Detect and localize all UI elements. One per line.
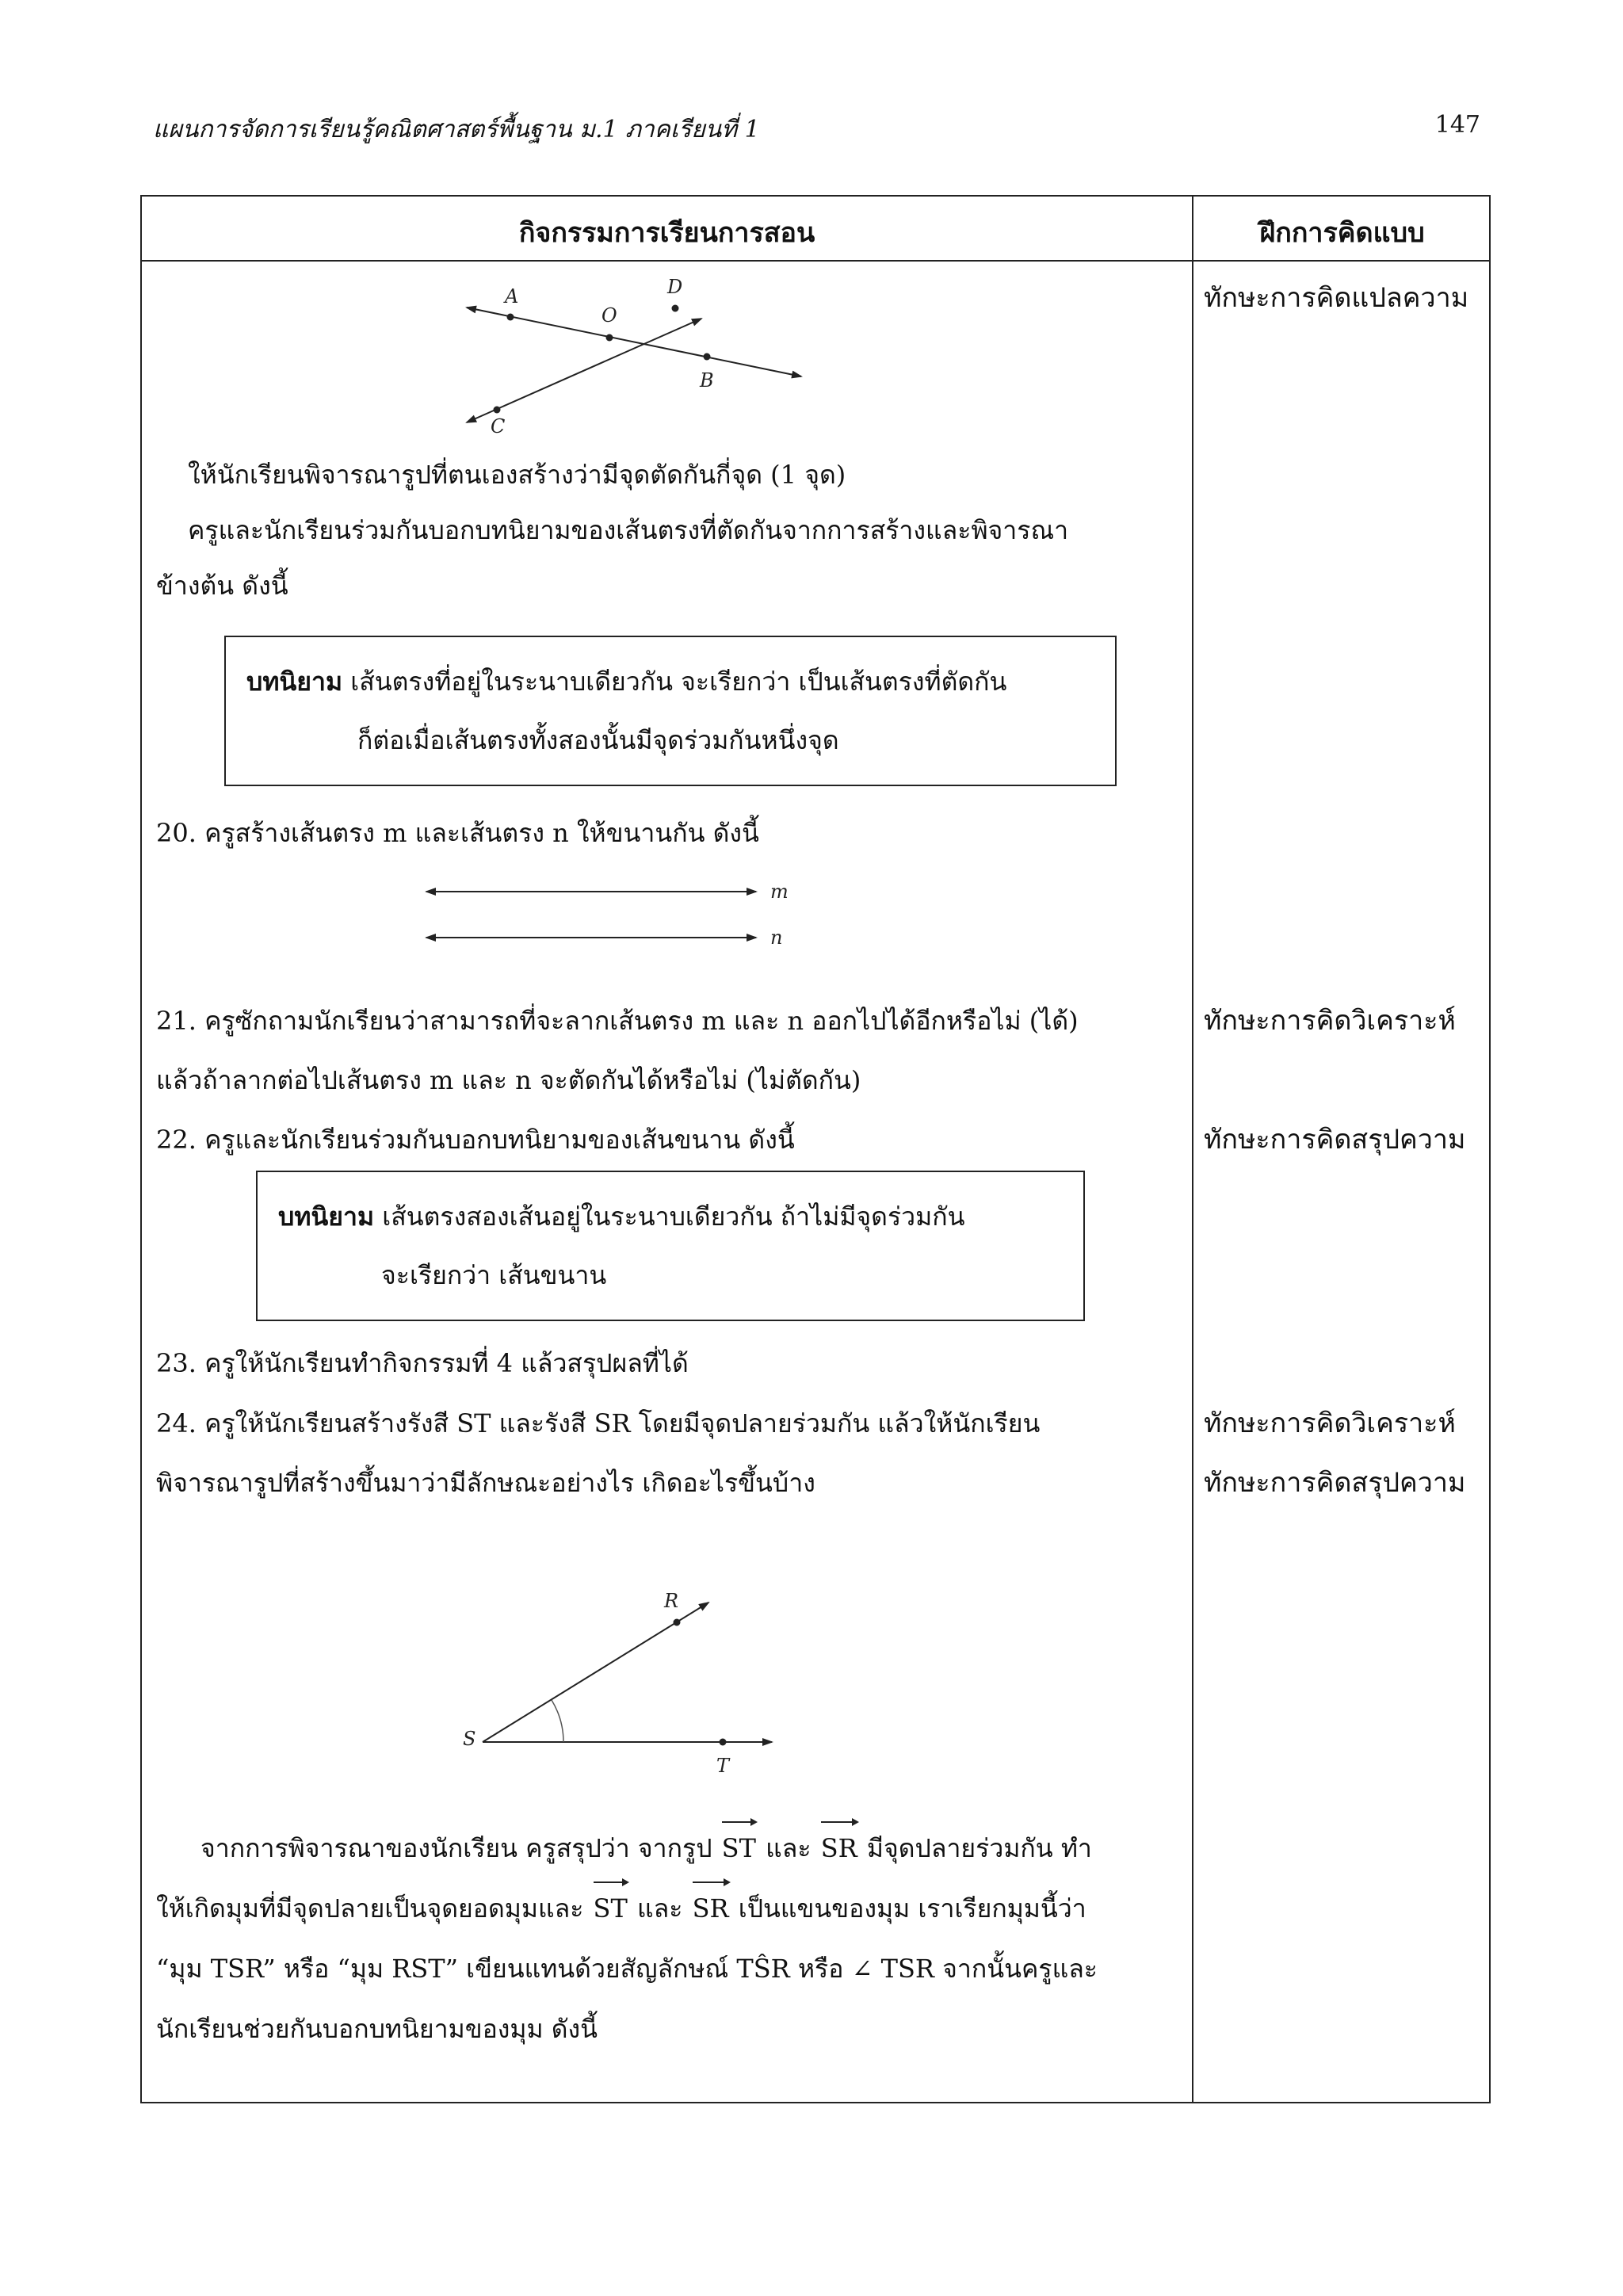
item-24-line2: พิจารณารูปที่สร้างขึ้นมาว่ามีลักษณะอย่างไร เกิดอะไรขึ้นบ้าง (156, 1468, 815, 1498)
label-b: B (700, 369, 714, 392)
ray-sr-symbol: SR (819, 1818, 859, 1878)
conclusion-line3: “มุม TSR” หรือ “มุม RST” เขียนแทนด้วยสัญลักษณ์ TŜR หรือ ∠ TSR จากนั้นครูและ (156, 1954, 1098, 1984)
ray-sr-symbol: SR (691, 1878, 731, 1939)
label-n: n (770, 926, 783, 949)
conclusion-line4: นักเรียนช่วยกันบอกบทนิยามของมุม ดังนี้ (156, 2014, 598, 2044)
definition-text: เส้นตรงที่อยู่ในระนาบเดียวกัน จะเรียกว่า เป็นเส้นตรงที่ตัดกัน (342, 667, 1007, 697)
lesson-table (140, 195, 1491, 2103)
definition-text: เส้นตรงสองเส้นอยู่ในระนาบเดียวกัน ถ้าไม่มีจุดร่วมกัน (374, 1201, 965, 1232)
conclusion-line1 (200, 1818, 1092, 1878)
point-r (674, 1619, 681, 1626)
skill-analyze: ทักษะการคิดวิเคราะห์ (1204, 1005, 1456, 1037)
item-23: 23. ครูให้นักเรียนทำกิจกรรมที่ 4 แล้วสรุปผลที่ได้ (156, 1348, 689, 1378)
label-r: R (664, 1590, 679, 1612)
point-a (507, 314, 514, 321)
header-row-divider (142, 260, 1489, 262)
ray-st-symbol: ST (592, 1878, 629, 1939)
definition-line2: จะเรียกว่า เส้นขนาน (381, 1260, 607, 1290)
conclusion-text: มีจุดปลายร่วมกัน ทำ (858, 1833, 1092, 1863)
label-a: A (505, 285, 519, 308)
definition-box-parallel (256, 1171, 1085, 1321)
line-ab (467, 308, 801, 376)
item-24-line1: 24. ครูให้นักเรียนสร้างรังสี ST และรังสี SR โดยมีจุดปลายร่วมกัน แล้วให้นักเรียน (156, 1408, 1041, 1438)
label-c: C (491, 415, 506, 434)
definition-line2: ก็ต่อเมื่อเส้นตรงทั้งสองนั้นมีจุดร่วมกันหนึ่งจุด (357, 725, 839, 755)
item-22: 22. ครูและนักเรียนร่วมกันบอกบทนิยามของเส้นขนาน ดังนี้ (156, 1125, 795, 1155)
label-d: D (667, 276, 683, 298)
point-b (704, 353, 711, 361)
definition-keyword: บทนิยาม (278, 1201, 375, 1232)
conclusion-text: ให้เกิดมุมที่มีจุดปลายเป็นจุดยอดมุมและ (156, 1893, 592, 1924)
page-header (153, 111, 1480, 151)
column-header-activities: กิจกรรมการเรียนการสอน (518, 217, 815, 249)
paragraph-definition-intro-line2: ข้างต้น ดังนี้ (156, 571, 288, 601)
definition-keyword: บทนิยาม (246, 667, 343, 697)
skill-summarize: ทักษะการคิดสรุปความ (1204, 1124, 1466, 1156)
conclusion-text: เป็นแขนของมุม เราเรียกมุมนี้ว่า (730, 1893, 1086, 1924)
definition-line1 (278, 1193, 964, 1240)
label-o: O (601, 304, 617, 327)
conclusion-text: จากการพิจารณาของนักเรียน ครูสรุปว่า จากรูป (200, 1833, 720, 1863)
skill-summarize: ทักษะการคิดสรุปความ (1204, 1467, 1466, 1499)
angle-arc (552, 1700, 563, 1742)
definition-line1 (246, 658, 1006, 705)
header-title: แผนการจัดการเรียนรู้คณิตศาสตร์พื้นฐาน ม.1 ภาคเรียนที่ 1 (153, 116, 760, 143)
column-divider (1192, 197, 1193, 2102)
definition-box-intersecting (224, 636, 1117, 786)
point-c (494, 407, 501, 414)
parallel-lines-figure (415, 870, 954, 957)
item-20: 20. ครูสร้างเส้นตรง m และเส้นตรง n ให้ขนานกัน ดังนี้ (156, 818, 759, 848)
label-t: T (716, 1755, 730, 1777)
paragraph-definition-intro-line1: ครูและนักเรียนร่วมกันบอกบทนิยามของเส้นตรงที่ตัดกันจากการสร้างและพิจารณา (188, 515, 1069, 545)
point-o (606, 334, 613, 342)
skill-analyze: ทักษะการคิดวิเคราะห์ (1204, 1408, 1456, 1439)
ray-st-symbol: ST (720, 1818, 758, 1878)
point-t (720, 1739, 727, 1746)
label-s: S (463, 1728, 476, 1750)
skill-interpret: ทักษะการคิดแปลความ (1204, 282, 1469, 314)
intersecting-lines-figure (451, 276, 815, 434)
line-cd (467, 319, 701, 422)
conclusion-text: และ (628, 1893, 691, 1924)
page-number: 147 (1434, 111, 1480, 139)
item-21-line1: 21. ครูซักถามนักเรียนว่าสามารถที่จะลากเส้นตรง m และ n ออกไปได้อีกหรือไม่ (ได้) (156, 1006, 1079, 1036)
conclusion-text: และ (757, 1833, 819, 1863)
angle-figure (455, 1544, 946, 1782)
point-d (672, 305, 679, 312)
label-m: m (770, 881, 789, 903)
paragraph-count-points: ให้นักเรียนพิจารณารูปที่ตนเองสร้างว่ามีจุดตัดกันกี่จุด (1 จุด) (188, 460, 846, 490)
item-21-line2: แล้วถ้าลากต่อไปเส้นตรง m และ n จะตัดกันได้หรือไม่ (ไม่ตัดกัน) (156, 1065, 861, 1095)
conclusion-line2 (156, 1878, 1086, 1939)
column-header-skills: ฝึกการคิดแบบ (1259, 217, 1425, 249)
